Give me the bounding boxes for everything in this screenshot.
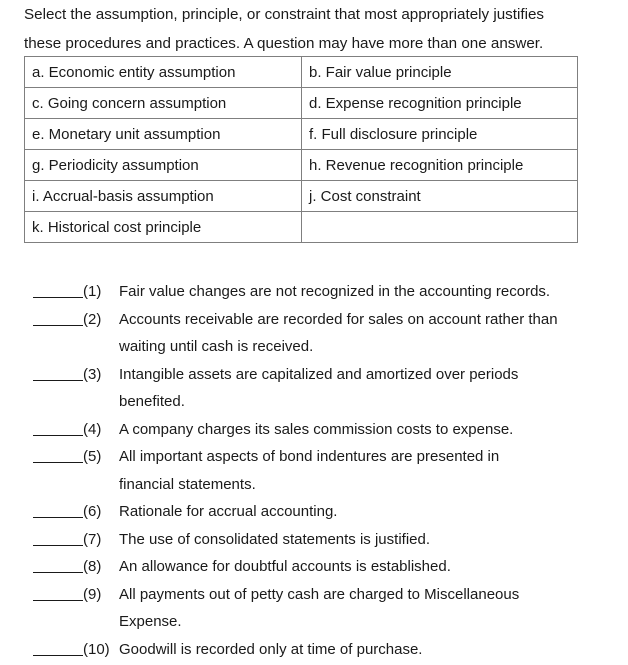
question-item — [33, 278, 578, 306]
question-text-continued: Expense. — [119, 613, 182, 630]
question-text: The use of consolidated statements is justified. — [119, 530, 431, 548]
question-item — [33, 416, 578, 444]
answer-blank-8[interactable] — [33, 553, 83, 573]
choice-k: k. Historical cost principle — [25, 212, 302, 243]
answer-blank-9[interactable] — [33, 581, 83, 601]
question-item-continuation — [33, 471, 578, 499]
answer-blank-7[interactable] — [33, 526, 83, 546]
answer-blank-4[interactable] — [33, 416, 83, 436]
question-number: (5) — [83, 448, 102, 465]
instructions-line-2: these procedures and practices. A question may have more than one answer. — [24, 35, 544, 52]
question-text: Fair value changes are not recognized in the accounting records. — [119, 283, 551, 300]
question-number: (10) — [83, 640, 110, 658]
choices-row — [25, 57, 578, 88]
answer-blank-3[interactable] — [33, 361, 83, 381]
question-item-continuation — [33, 388, 578, 416]
answer-blank-6[interactable] — [33, 498, 83, 518]
question-text-continued: financial statements. — [119, 475, 256, 493]
choice-j: j. Cost constraint — [302, 181, 578, 212]
question-item-continuation — [33, 608, 578, 636]
question-number: (3) — [83, 365, 102, 383]
question-item — [33, 361, 578, 389]
instructions — [24, 0, 584, 58]
choices-row — [25, 212, 578, 243]
question-number: (6) — [83, 503, 102, 520]
choice-a: a. Economic entity assumption — [25, 57, 302, 88]
question-number: (2) — [83, 310, 102, 328]
choices-row — [25, 119, 578, 150]
answer-blank-1[interactable] — [33, 278, 83, 298]
choice-e: e. Monetary unit assumption — [25, 119, 302, 150]
question-text: Accounts receivable are recorded for sales on account rather than — [119, 310, 558, 328]
question-item — [33, 581, 578, 609]
question-text-continued: waiting until cash is received. — [119, 338, 314, 355]
choice-d: d. Expense recognition principle — [302, 88, 578, 119]
choice-g: g. Periodicity assumption — [25, 150, 302, 181]
question-list — [33, 278, 578, 663]
question-item — [33, 306, 578, 334]
question-item — [33, 443, 578, 471]
question-item — [33, 553, 578, 581]
choice-h: h. Revenue recognition principle — [302, 150, 578, 181]
question-number: (9) — [83, 585, 102, 603]
question-number: (8) — [83, 558, 102, 575]
question-text: All payments out of petty cash are charged to Miscellaneous — [119, 585, 520, 603]
question-text: Rationale for accrual accounting. — [119, 503, 338, 520]
choices-row — [25, 88, 578, 119]
choices-table — [24, 56, 578, 243]
choice-i: i. Accrual-basis assumption — [25, 181, 302, 212]
question-text: A company charges its sales commission costs to expense. — [119, 420, 514, 438]
answer-blank-2[interactable] — [33, 306, 83, 326]
choice-f: f. Full disclosure principle — [302, 119, 578, 150]
question-item-continuation — [33, 333, 578, 361]
question-text: An allowance for doubtful accounts is established. — [119, 558, 451, 575]
question-text: Goodwill is recorded only at time of purchase. — [119, 640, 423, 658]
choices-row — [25, 150, 578, 181]
choice-empty — [302, 212, 578, 243]
question-item — [33, 526, 578, 554]
choice-c: c. Going concern assumption — [25, 88, 302, 119]
choices-row — [25, 181, 578, 212]
question-number: (4) — [83, 420, 102, 438]
question-item — [33, 636, 578, 664]
question-number: (7) — [83, 530, 102, 548]
answer-blank-10[interactable] — [33, 636, 83, 656]
question-text-continued: benefited. — [119, 393, 185, 410]
choice-b: b. Fair value principle — [302, 57, 578, 88]
instructions-line-1: Select the assumption, principle, or constraint that most appropriately justifies — [24, 6, 545, 23]
answer-blank-5[interactable] — [33, 443, 83, 463]
question-number: (1) — [83, 283, 102, 300]
question-item — [33, 498, 578, 526]
question-text: All important aspects of bond indentures are presented in — [119, 448, 500, 465]
question-text: Intangible assets are capitalized and amortized over periods — [119, 365, 519, 383]
